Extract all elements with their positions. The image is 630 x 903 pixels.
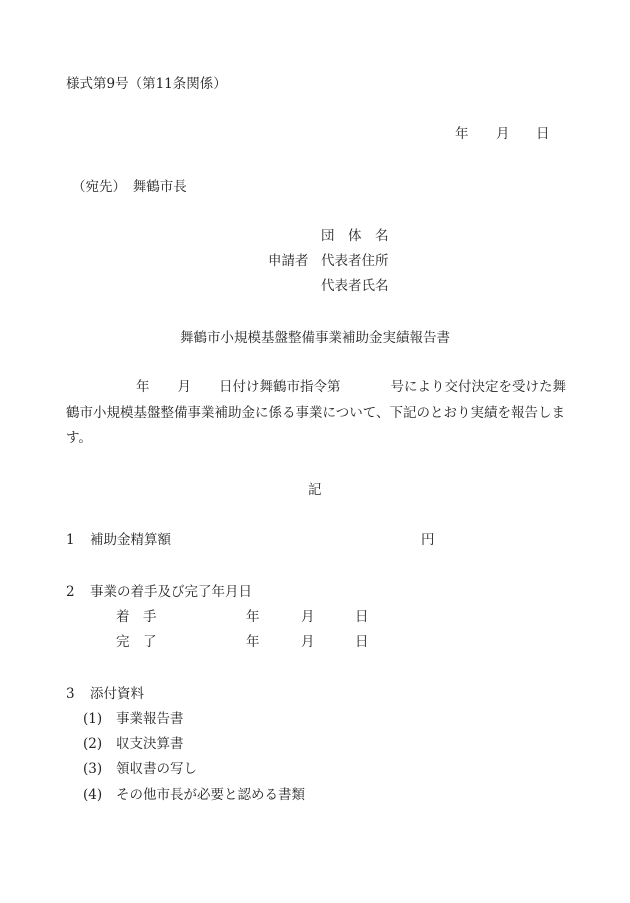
item-3-label: 添付資料 (90, 686, 144, 702)
item-2-label: 事業の着手及び完了年月日 (90, 584, 252, 600)
document-title: 舞鶴市小規模基盤整備事業補助金実績報告書 (180, 330, 450, 346)
rep-name-label: 代表者氏名 (321, 278, 389, 294)
ki-heading: 記 (308, 482, 322, 498)
body-text: 号により交付決定を受けた舞鶴市小規模基盤整備事業補助金に係る事業について、下記のとおり実績を報告します。 (66, 379, 566, 446)
doc-3-text: 領収書の写し (116, 761, 197, 777)
body-year: 年 (136, 379, 150, 395)
item-2-number: 2 (66, 584, 75, 600)
doc-4-number: (4) (83, 787, 103, 803)
start-month: 月 (301, 609, 315, 625)
date-year: 年 (455, 126, 469, 142)
date-month: 月 (496, 126, 510, 142)
doc-3-number: (3) (83, 761, 103, 777)
complete-year: 年 (246, 634, 260, 650)
org-name-label: 団 体 名 (321, 228, 389, 244)
applicant-role: 申請者 (268, 253, 309, 269)
item-1-unit: 円 (421, 532, 435, 548)
addressee: （宛先） 舞鶴市長 (72, 179, 187, 195)
complete-day: 日 (355, 634, 369, 650)
complete-month: 月 (301, 634, 315, 650)
body-month: 月 (177, 379, 191, 395)
rep-address-label: 代表者住所 (321, 253, 389, 269)
form-number: 様式第9号（第11条関係） (66, 76, 227, 92)
doc-2-text: 収支決算書 (116, 736, 184, 752)
body-day-ref: 日付け舞鶴市指令第 (219, 379, 341, 395)
doc-1-number: (1) (83, 711, 103, 727)
start-label: 着 手 (116, 609, 157, 625)
item-1-label: 補助金精算額 (90, 532, 171, 548)
start-day: 日 (355, 609, 369, 625)
doc-4-text: その他市長が必要と認める書類 (116, 787, 305, 803)
item-1-number: 1 (66, 532, 75, 548)
doc-1-text: 事業報告書 (116, 711, 184, 727)
doc-2-number: (2) (83, 736, 103, 752)
item-3-number: 3 (66, 686, 75, 702)
date-day: 日 (536, 126, 550, 142)
complete-label: 完 了 (116, 634, 157, 650)
body-paragraph (66, 375, 566, 452)
start-year: 年 (246, 609, 260, 625)
